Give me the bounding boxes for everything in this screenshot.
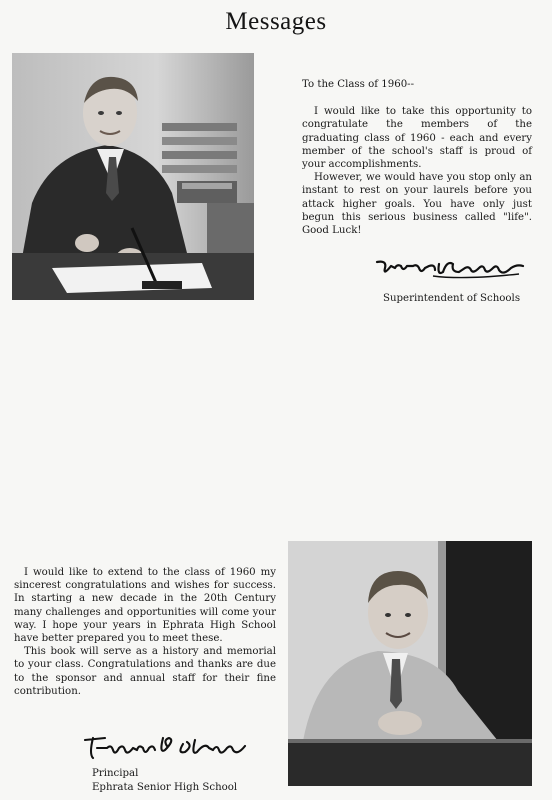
letter-paragraph: I would like to extend to the class of 1960 my sincerest congratulations and wishes for success. In starting a new decade in the 20th Century many challenges and opportunities will come your way. I hope your years in Ephrata High School have better prepared you to meet these. bbox=[14, 567, 276, 645]
superintendent-signature bbox=[373, 254, 531, 284]
letter-paragraph: I would like to take this opportunity to congratulate the members of the graduating class of 1960 - each and every member of the school's staff is proud of your accomplishments. bbox=[302, 106, 532, 171]
page-title: Messages bbox=[225, 8, 327, 35]
superintendent-photo bbox=[12, 53, 254, 300]
principal-title bbox=[92, 767, 237, 794]
superintendent-letter bbox=[302, 78, 532, 237]
letter-salutation: To the Class of 1960-- bbox=[302, 79, 415, 90]
principal-photo bbox=[288, 541, 532, 786]
principal-title-line-1: Principal bbox=[92, 768, 139, 779]
principal-title-line-2: Ephrata Senior High School bbox=[92, 781, 238, 793]
superintendent-title: Superintendent of Schools bbox=[383, 293, 521, 304]
letter-paragraph: However, we would have you stop only an instant to rest on your laurels before you attack higher goals. You have only just begun this serious business called "life". Good Luck! bbox=[302, 172, 532, 237]
letter-paragraph: This book will serve as a history and memorial to your class. Congratulations and thanks are due to the sponsor and annual staff for their fine contribution. bbox=[14, 646, 276, 697]
principal-signature bbox=[79, 730, 249, 764]
principal-letter bbox=[14, 566, 276, 698]
